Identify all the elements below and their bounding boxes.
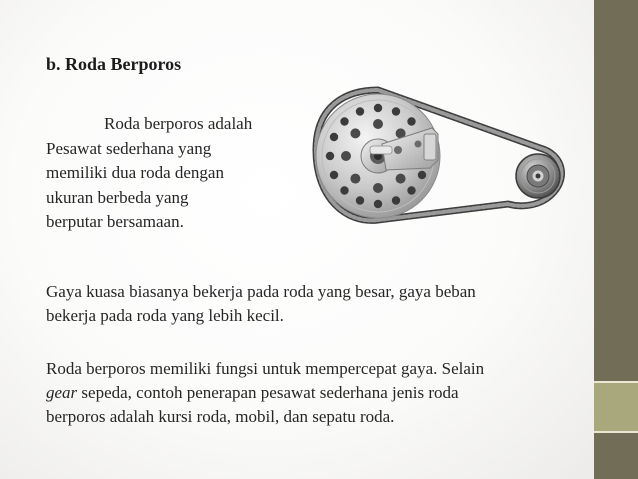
paragraph-line: Pesawat sederhana yang — [46, 138, 212, 158]
side-band-divider — [594, 431, 638, 433]
side-band-accent — [594, 383, 638, 431]
italic-term: gear — [46, 383, 78, 402]
small-sprocket — [516, 154, 560, 198]
paragraph-line: bekerja pada roda yang lebih kecil. — [46, 306, 284, 325]
function-paragraph — [46, 357, 576, 429]
paragraph-line — [46, 381, 576, 405]
paragraph-line: berporos adalah kursi roda, mobil, dan sepatu roda. — [46, 407, 395, 426]
paragraph-text: sepeda, contoh penerapan pesawat sederhana jenis roda — [77, 383, 459, 402]
definition-paragraph — [46, 112, 296, 235]
paragraph-line: memiliki dua roda dengan — [46, 163, 224, 183]
paragraph-line: Gaya kuasa biasanya bekerja pada roda yang besar, gaya beban — [46, 282, 476, 301]
slide-title: b. Roda Berporos — [46, 54, 182, 74]
paragraph-line: berputar bersamaan. — [46, 212, 184, 232]
paragraph-line: ukuran berbeda yang — [46, 187, 189, 207]
paragraph-line: Roda berporos adalah — [104, 114, 253, 133]
sprocket-chain-image — [286, 80, 582, 236]
paragraph-line: Roda berporos memiliki fungsi untuk mempercepat gaya. Selain — [46, 359, 485, 378]
force-paragraph — [46, 280, 566, 328]
